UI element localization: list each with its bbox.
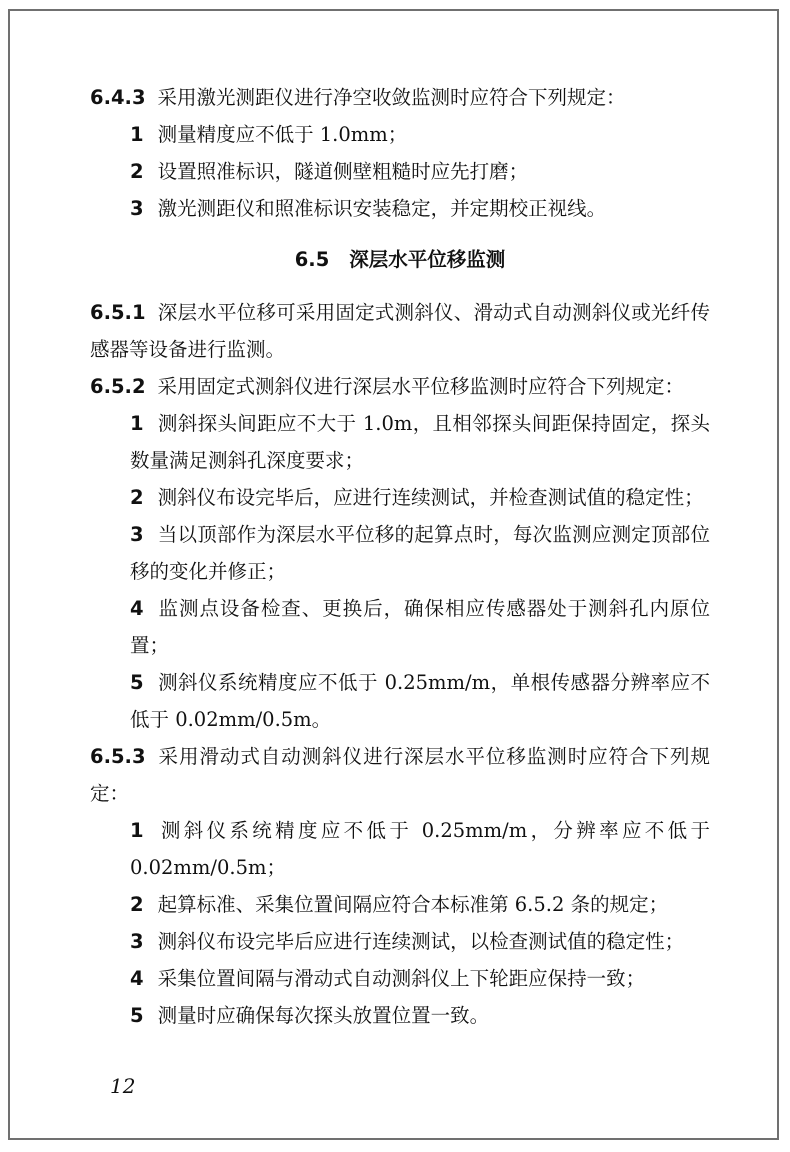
item-text: 设置照准标识，隧道侧壁粗糙时应先打磨； xyxy=(157,160,529,183)
list-item xyxy=(90,923,710,960)
item-text: 测斜探头间距应不大于 1.0m，且相邻探头间距保持固定，探头数量满足测斜孔深度要求； xyxy=(130,412,710,472)
item-text: 当以顶部作为深层水平位移的起算点时，每次监测应测定顶部位移的变化并修正； xyxy=(130,523,710,583)
section-number: 6.5 xyxy=(294,248,330,271)
list-item xyxy=(90,960,710,997)
clause-text: 采用滑动式自动测斜仪进行深层水平位移监测时应符合下列规定： xyxy=(90,745,710,805)
clause-number: 6.5.1 xyxy=(90,301,146,324)
list-item xyxy=(90,190,710,227)
item-number: 3 xyxy=(130,523,144,546)
clause-number: 6.4.3 xyxy=(90,86,146,109)
item-text: 激光测距仪和照准标识安装稳定，并定期校正视线。 xyxy=(157,197,607,220)
page-number: 12 xyxy=(110,1074,136,1098)
list-item xyxy=(90,590,710,664)
list-item xyxy=(90,812,710,886)
item-number: 3 xyxy=(130,930,144,953)
item-number: 5 xyxy=(130,671,144,694)
item-number: 2 xyxy=(130,893,144,916)
clause-6-5-3 xyxy=(90,738,710,812)
section-heading xyxy=(90,241,710,278)
item-text: 测斜仪布设完毕后应进行连续测试，以检查测试值的稳定性； xyxy=(157,930,685,953)
section-title: 深层水平位移监测 xyxy=(349,248,506,271)
list-item xyxy=(90,664,710,738)
item-number: 2 xyxy=(130,160,144,183)
document-page xyxy=(8,9,779,1140)
item-text: 测斜仪系统精度应不低于 0.25mm/m，分辨率应不低于 0.02mm/0.5m； xyxy=(130,819,710,879)
item-number: 1 xyxy=(130,819,144,842)
item-text: 测斜仪系统精度应不低于 0.25mm/m，单根传感器分辨率应不低于 0.02mm/0.5m。 xyxy=(130,671,710,731)
list-item xyxy=(90,886,710,923)
list-item xyxy=(90,479,710,516)
item-number: 3 xyxy=(130,197,144,220)
list-item xyxy=(90,153,710,190)
clause-number: 6.5.3 xyxy=(90,745,146,768)
item-text: 测量时应确保每次探头放置位置一致。 xyxy=(157,1004,490,1027)
item-text: 起算标准、采集位置间隔应符合本标准第 6.5.2 条的规定； xyxy=(157,893,669,916)
item-text: 采集位置间隔与滑动式自动测斜仪上下轮距应保持一致； xyxy=(157,967,646,990)
clause-number: 6.5.2 xyxy=(90,375,146,398)
item-text: 监测点设备检查、更换后，确保相应传感器处于测斜孔内原位置； xyxy=(130,597,710,657)
item-number: 5 xyxy=(130,1004,144,1027)
list-item xyxy=(90,116,710,153)
item-number: 4 xyxy=(130,597,144,620)
item-text: 测斜仪布设完毕后，应进行连续测试，并检查测试值的稳定性； xyxy=(157,486,704,509)
item-number: 1 xyxy=(130,123,144,146)
clause-6-5-2 xyxy=(90,368,710,405)
clause-6-5-1 xyxy=(90,294,710,368)
clause-text: 采用固定式测斜仪进行深层水平位移监测时应符合下列规定： xyxy=(157,375,685,398)
clause-6-4-3 xyxy=(90,79,710,116)
item-number: 1 xyxy=(130,412,144,435)
clause-text: 采用激光测距仪进行净空收敛监测时应符合下列规定： xyxy=(157,86,626,109)
list-item xyxy=(90,997,710,1034)
list-item xyxy=(90,405,710,479)
list-item xyxy=(90,516,710,590)
item-text: 测量精度应不低于 1.0mm； xyxy=(157,123,408,146)
item-number: 2 xyxy=(130,486,144,509)
page-content xyxy=(90,79,710,1034)
clause-text: 深层水平位移可采用固定式测斜仪、滑动式自动测斜仪或光纤传感器等设备进行监测。 xyxy=(90,301,710,361)
item-number: 4 xyxy=(130,967,144,990)
